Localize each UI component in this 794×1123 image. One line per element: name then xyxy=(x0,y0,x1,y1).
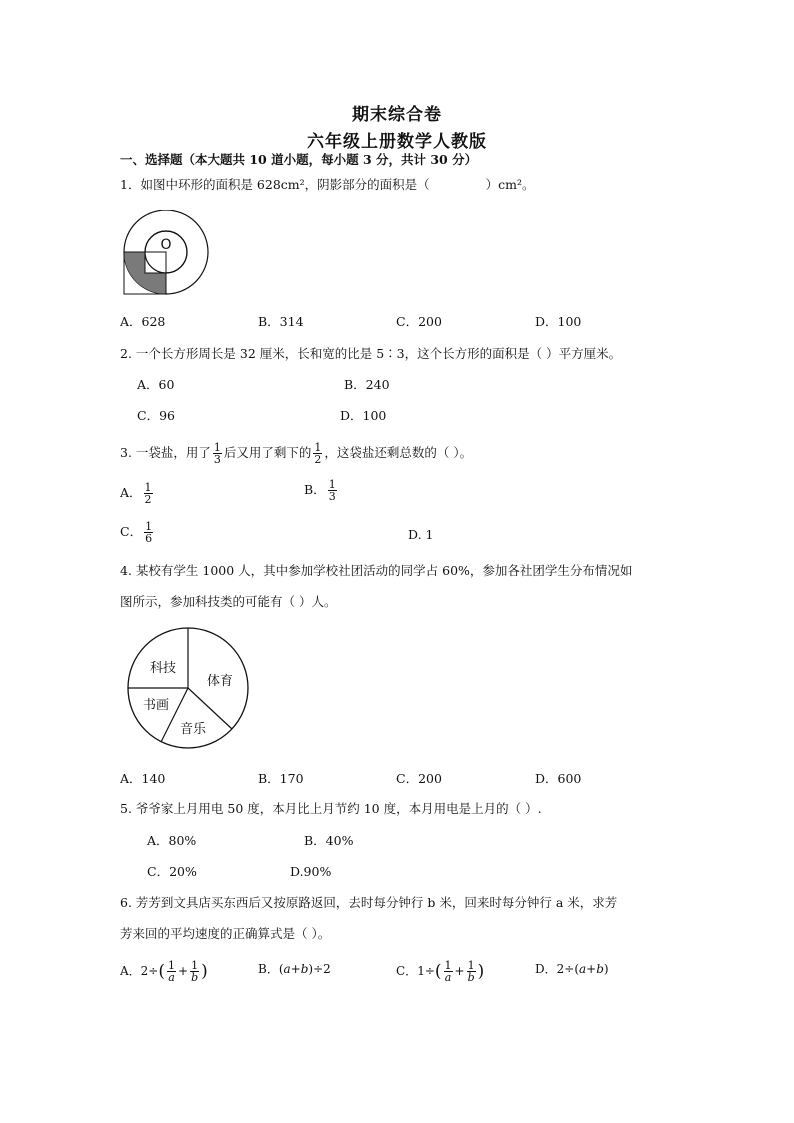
q3-fraction-2: $\frac{1}{2}$ xyxy=(314,441,322,466)
q1-option-b[interactable]: B．314 xyxy=(258,314,304,329)
q6-stem-line1: 6. 芳芳到文具店买东西后又按原路返回，去时每分钟行 b 米，回来时每分钟行 a 米，求芳 xyxy=(120,895,618,910)
q3-stem-part2: 后又用了剩下的 xyxy=(223,445,312,460)
q4-pie-label-music: 音乐 xyxy=(179,722,207,737)
q5-option-c[interactable]: C．20% xyxy=(147,864,197,879)
q4-pie-label-sports: 体育 xyxy=(206,674,234,689)
q5-option-b[interactable]: B．40% xyxy=(304,833,354,848)
q5-option-a[interactable]: A．80% xyxy=(147,833,197,848)
q3-stem-part3: ，这袋盐还剩总数的（ ）。 xyxy=(324,445,473,460)
q6-stem-line2: 芳来回的平均速度的正确算式是（ ）。 xyxy=(120,926,331,941)
q2-option-d[interactable]: D．100 xyxy=(340,408,387,423)
q2-option-b[interactable]: B．240 xyxy=(344,377,390,392)
q4-stem-line1: 4. 某校有学生 1000 人，其中参加学校社团活动的同学占 60%，参加各社团学生分布情况如 xyxy=(120,563,633,578)
q6-option-d[interactable]: D．2÷(a+b) xyxy=(535,962,609,976)
q6-option-a[interactable]: A．2÷( $\frac{1}{a}$ + $\frac{1}{b}$ ) xyxy=(120,959,208,984)
q4-option-d[interactable]: D．600 xyxy=(535,771,582,786)
q4-pie-label-painting: 书画 xyxy=(142,698,170,713)
q1-option-a[interactable]: A．628 xyxy=(120,314,166,329)
q4-option-b[interactable]: B．170 xyxy=(258,771,304,786)
q2-option-c[interactable]: C．96 xyxy=(137,408,175,423)
q3-option-d[interactable]: D. 1 xyxy=(408,527,434,542)
q2-stem: 2. 一个长方形周长是 32 厘米，长和宽的比是 5∶3，这个长方形的面积是（ ）平方厘米。 xyxy=(120,346,622,361)
q3-option-a[interactable]: A． $\frac{1}{2}$ xyxy=(120,481,152,506)
q4-pie-figure xyxy=(126,626,250,750)
q5-option-d[interactable]: D.90% xyxy=(290,864,332,879)
q6-option-c[interactable]: C．1÷( $\frac{1}{a}$ + $\frac{1}{b}$ ) xyxy=(396,959,485,984)
q4-pie-label-science: 科技 xyxy=(149,661,177,676)
q3-stem-part1: 3. 一袋盐，用了 xyxy=(120,445,211,460)
q4-option-a[interactable]: A．140 xyxy=(120,771,166,786)
q2-option-a[interactable]: A．60 xyxy=(137,377,175,392)
q4-stem-line2: 图所示，参加科技类的可能有（ ）人。 xyxy=(120,594,337,609)
page-title: 期末综合卷 xyxy=(352,105,442,125)
q5-stem: 5. 爷爷家上月用电 50 度，本月比上月节约 10 度，本月用电是上月的（ ）. xyxy=(120,801,542,816)
q1-option-d[interactable]: D．100 xyxy=(535,314,582,329)
q1-stem-part2: ）cm²。 xyxy=(485,177,535,192)
page-subtitle: 六年级上册数学人教版 xyxy=(307,132,487,152)
q1-option-c[interactable]: C．200 xyxy=(396,314,442,329)
q3-option-c[interactable]: C． $\frac{1}{6}$ xyxy=(120,520,153,545)
q1-ring-figure xyxy=(120,210,220,300)
q1-stem xyxy=(120,177,535,193)
q3-stem xyxy=(120,441,472,465)
q1-center-label: O xyxy=(160,237,172,253)
q3-fraction-1: $\frac{1}{3}$ xyxy=(213,441,221,466)
q3-option-b[interactable]: B． $\frac{1}{3}$ xyxy=(304,478,336,503)
section-heading: 一、选择题（本大题共 10 道小题，每小题 3 分，共计 30 分） xyxy=(120,152,478,167)
q4-option-c[interactable]: C．200 xyxy=(396,771,442,786)
q6-option-b[interactable]: B．(a+b)÷2 xyxy=(258,962,331,976)
q1-stem-part1: 1．如图中环形的面积是 628cm²，阴影部分的面积是（ xyxy=(120,177,430,192)
